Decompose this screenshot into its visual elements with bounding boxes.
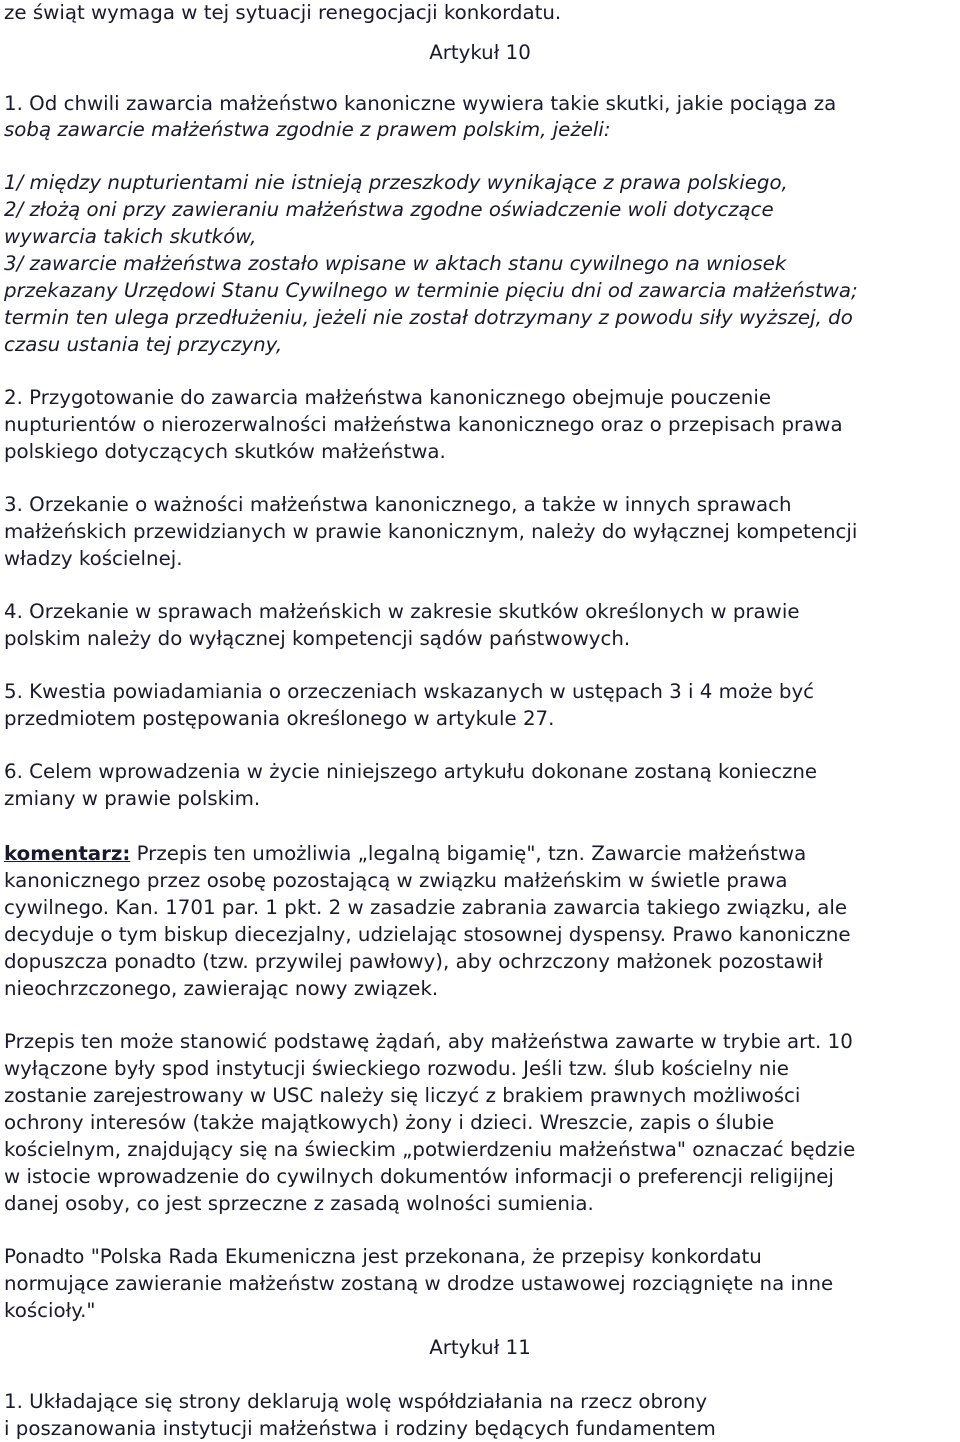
comment-line-3: cywilnego. Kan. 1701 par. 1 pkt. 2 w zasadzie zabrania zawarcia takiego związku, ale	[4, 896, 848, 919]
condition-3-line-3: termin ten ulega przedłużeniu, jeżeli nie został dotrzymany z powodu siły wyższej, do	[4, 306, 853, 329]
ponadto-line-2: normujące zawieranie małżeństw zostaną w drodze ustawowej rozciągnięte na inne	[4, 1272, 834, 1295]
intro-line: ze świąt wymaga w tej sytuacji renegocjacji konkordatu.	[4, 1, 562, 24]
condition-2-line-1: 2/ złożą oni przy zawieraniu małżeństwa zgodne oświadczenie woli dotyczące	[4, 198, 774, 221]
p2-line-1: 2. Przygotowanie do zawarcia małżeństwa kanonicznego obejmuje pouczenie	[4, 386, 771, 409]
przepis-line-7: danej osoby, co jest sprzeczne z zasadą wolności sumienia.	[4, 1192, 594, 1215]
p3-line-1: 3. Orzekanie o ważności małżeństwa kanonicznego, a także w innych sprawach	[4, 493, 792, 516]
article-11-heading: Artykuł 11	[429, 1336, 531, 1359]
article-10-heading: Artykuł 10	[429, 41, 531, 64]
przepis-line-3: zostanie zarejestrowany w USC należy się liczyć z brakiem prawnych możliwości	[4, 1084, 801, 1107]
p2-line-3: polskiego dotyczących skutków małżeństwa.	[4, 440, 446, 463]
p4-line-1: 4. Orzekanie w sprawach małżeńskich w zakresie skutków określonych w prawie	[4, 600, 800, 623]
condition-1: 1/ między nupturientami nie istnieją przeszkody wynikające z prawa polskiego,	[4, 171, 788, 194]
p3-line-2: małżeńskich przewidzianych w prawie kanonicznym, należy do wyłącznej kompetencji	[4, 520, 858, 543]
p1-line-2: sobą zawarcie małżeństwa zgodnie z prawem polskim, jeżeli:	[4, 118, 611, 141]
p1-line-1: 1. Od chwili zawarcia małżeństwo kanoniczne wywiera takie skutki, jakie pociąga za	[4, 92, 837, 115]
comment-line-2: kanonicznego przez osobę pozostającą w związku małżeńskim w świetle prawa	[4, 869, 788, 892]
przepis-line-4: ochrony interesów (także majątkowych) żony i dzieci. Wreszcie, zapis o ślubie	[4, 1111, 775, 1134]
p4-line-2: polskim należy do wyłącznej kompetencji sądów państwowych.	[4, 627, 631, 650]
comment-line-1-text: Przepis ten umożliwia „legalną bigamię", tzn. Zawarcie małżeństwa	[130, 842, 807, 865]
p6-line-1: 6. Celem wprowadzenia w życie niniejszego artykułu dokonane zostaną konieczne	[4, 760, 818, 783]
przepis-line-6: w istocie wprowadzenie do cywilnych dokumentów informacji o preferencji religijnej	[4, 1165, 834, 1188]
comment-line-6: nieochrzczonego, zawierając nowy związek.	[4, 977, 439, 1000]
condition-3-line-2: przekazany Urzędowi Stanu Cywilnego w terminie pięciu dni od zawarcia małżeństwa;	[4, 279, 858, 302]
przepis-line-5: kościelnym, znajdujący się na świeckim „potwierdzeniu małżeństwa" oznaczać będzie	[4, 1138, 856, 1161]
ponadto-line-3: kościoły."	[4, 1299, 96, 1322]
ponadto-line-1: Ponadto "Polska Rada Ekumeniczna jest przekonana, że przepisy konkordatu	[4, 1245, 762, 1268]
p5-line-2: przedmiotem postępowania określonego w artykule 27.	[4, 707, 555, 730]
p5-line-1: 5. Kwestia powiadamiania o orzeczeniach wskazanych w ustępach 3 i 4 może być	[4, 680, 815, 703]
comment-line-1	[4, 841, 806, 867]
a11-line-2: i poszanowania instytucji małżeństwa i rodziny będących fundamentem	[4, 1417, 716, 1440]
p2-line-2: nupturientów o nierozerwalności małżeństwa kanonicznego oraz o przepisach prawa	[4, 413, 843, 436]
comment-label: komentarz:	[4, 842, 131, 865]
condition-3-line-1: 3/ zawarcie małżeństwa zostało wpisane w aktach stanu cywilnego na wniosek	[4, 252, 787, 275]
condition-2-line-2: wywarcia takich skutków,	[4, 225, 257, 248]
p6-line-2: zmiany w prawie polskim.	[4, 787, 261, 810]
przepis-line-1: Przepis ten może stanowić podstawę żądań, aby małżeństwa zawarte w trybie art. 10	[4, 1030, 853, 1053]
przepis-line-2: wyłączone były spod instytucji świeckiego rozwodu. Jeśli tzw. ślub kościelny nie	[4, 1057, 789, 1080]
condition-3-line-4: czasu ustania tej przyczyny,	[4, 333, 283, 356]
a11-line-1: 1. Układające się strony deklarują wolę współdziałania na rzecz obrony	[4, 1390, 708, 1413]
comment-line-5: dopuszcza ponadto (tzw. przywilej pawłowy), aby ochrzczony małżonek pozostawił	[4, 950, 823, 973]
comment-line-4: decyduje o tym biskup diecezjalny, udzielając stosownej dyspensy. Prawo kanoniczne	[4, 923, 851, 946]
p3-line-3: władzy kościelnej.	[4, 547, 183, 570]
